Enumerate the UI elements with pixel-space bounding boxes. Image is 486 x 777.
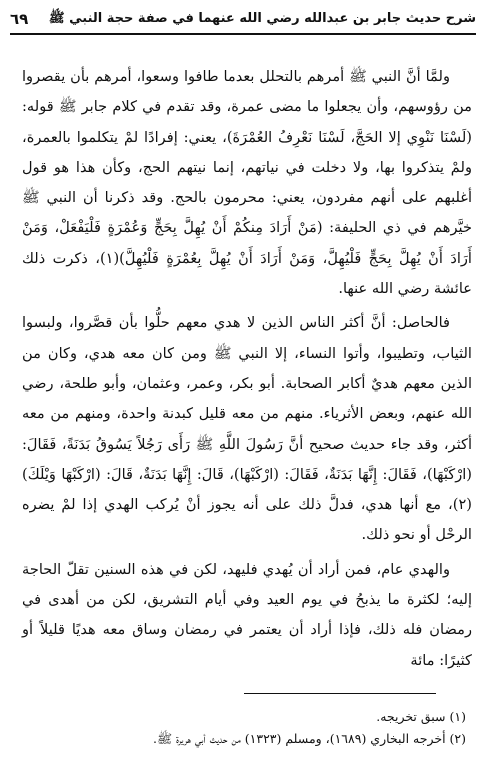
footnote-rule — [244, 693, 436, 694]
footnote: (١) سبق تخريجه. — [376, 709, 466, 724]
running-header — [10, 8, 476, 30]
footnote: (٢) أخرجه البخاري (١٦٨٩)، ومسلم (١٣٢٣) من حديث أبي هريرة ﷺ. — [153, 731, 466, 746]
paragraph: والهدي عام، فمن أراد أن يُهدي فليهد، لكن في هذه السنين تقلّ الحاجة إليه؛ لكثرة ما يذبحُ في يوم العيد وفي أيام التشريق، لكن من أهدى في رمضان فله ذلك، فإذا أراد أن يعتمر في رمضان وساق معه هديًا قليلاً أو كثيرًا: مائة — [22, 560, 472, 669]
main-text — [22, 62, 472, 680]
running-title: شرح حديث جابر بن عبدالله رضي الله عنهما في صفة حجة النبي ﷺ — [48, 10, 476, 26]
footnotes — [22, 706, 466, 750]
paragraph: فالحاصل: أنَّ أكثر الناس الذين لا هدي معهم حلُّوا بأن قصَّروا، ولبسوا الثياب، وتطيبوا، وأتوا النساء، إلا النبي ﷺ ومن كان معه هدي، وكان من الذين معهم هديٌ أكابر الصحابة. أبو بكر، وعمر، وعثمان، وأبو طلحة، رضي الله عنهم، وبعض الأثرياء. منهم من معه قليل كبدنة واحدة، ومنهم من معه أكثر، وقد جاء حديث صحيح أنَّ رَسُولَ اللَّهِ ﷺ رَأَى رَجُلاً يَسُوقُ بَدَنَةً، فَقَالَ: (ارْكَبْهَا)، فَقَالَ: إِنَّهَا بَدَنَةٌ، فَقَالَ: (ارْكَبْهَا)، قَالَ: إِنَّهَا بَدَنَةٌ، قَالَ: (ارْكَبْهَا وَيْلَكَ)(٢)، مع أنها هدي، فدلَّ ذلك على أنه يجوز أنْ يُركب الهدي إذا لمْ يضره الرحْل أو نحو ذلك. — [22, 314, 472, 544]
header-rule — [10, 33, 476, 35]
page-number: ٦٩ — [10, 10, 29, 28]
paragraph: ولمَّا أنَّ النبي ﷺ أمرهم بالتحلل بعدما طافوا وسعوا، أمرهم بأن يقصروا من رؤوسهم، وأن يجعلوا ما مضى عمرة، وقد تقدم في كلام جابر ﷺ قوله: (لَسْنَا نَنْوِي إلا الحَجَّ، لَسْنَا نَعْرِفُ العُمْرَةَ)، يعني: إفرادًا لمْ يتكلموا بالعمرة، ولمْ يتذكروا بها، ولا دخلت في نياتهم، إنما نيتهم الحج، وكأن هذا هو قول أغلبهم على أنهم مفردون، يعني: محرمون بالحج. وقد ذكرنا أن النبي ﷺ خيَّرهم في ذي الحليفة: (مَنْ أَرَادَ مِنكُمْ أَنْ يُهِلَّ بِحَجٍّ وَعُمْرَةٍ فَلْيَفْعَلْ، وَمَنْ أَرَادَ أَنْ يُهِلَّ بِحَجٍّ فَلْيُهِلَّ، وَمَنْ أَرَادَ أَنْ يُهِلَّ بِعُمْرَةٍ فَلْيُهِلَّ)(١)، ذكرت ذلك عائشة رضي الله عنها. — [22, 68, 472, 298]
